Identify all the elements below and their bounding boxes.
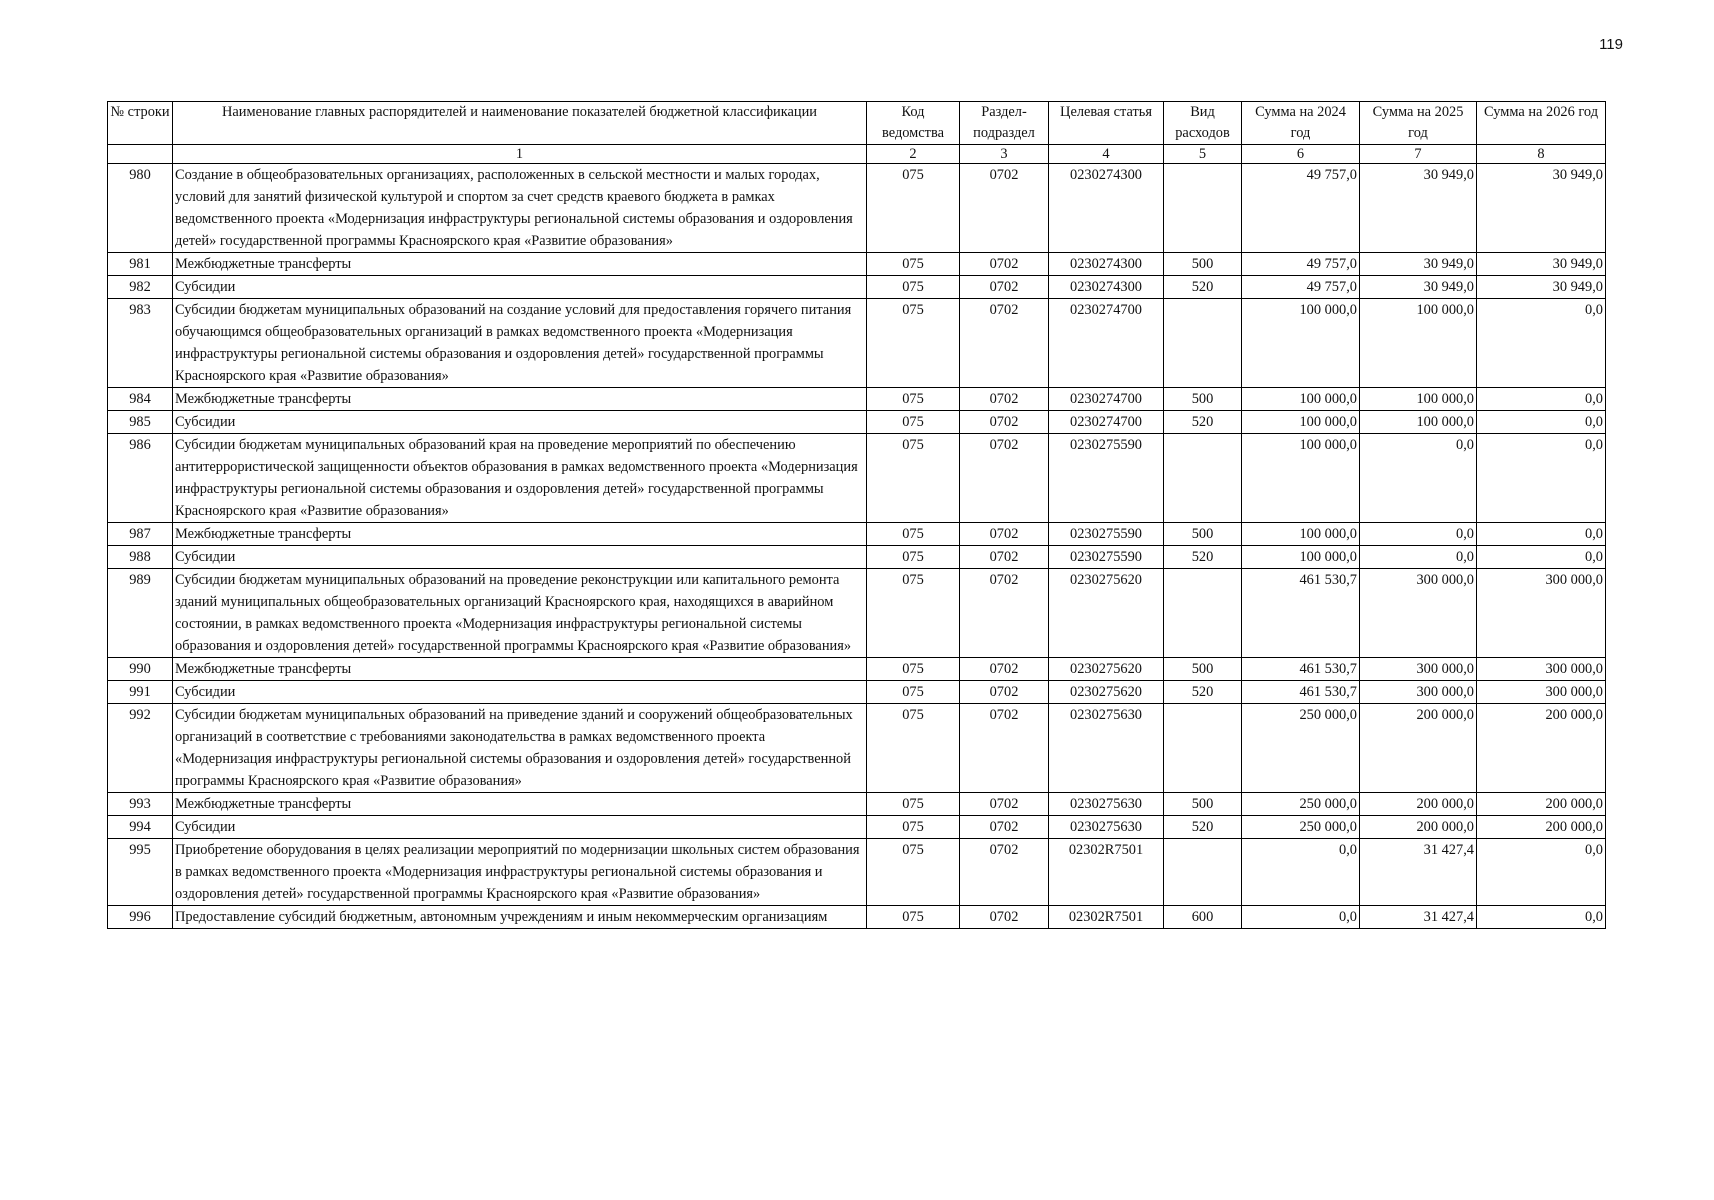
row-number: 982	[108, 276, 173, 299]
header-sum-2026: Сумма на 2026 год	[1477, 102, 1606, 145]
sum-2026: 30 949,0	[1477, 164, 1606, 253]
row-number: 981	[108, 253, 173, 276]
section-code: 0702	[960, 299, 1049, 388]
expense-type	[1164, 569, 1242, 658]
department-code: 075	[867, 546, 960, 569]
section-code: 0702	[960, 411, 1049, 434]
expense-type: 600	[1164, 906, 1242, 929]
department-code: 075	[867, 253, 960, 276]
sum-2025: 100 000,0	[1360, 299, 1477, 388]
sum-2025: 100 000,0	[1360, 388, 1477, 411]
sum-2025: 300 000,0	[1360, 681, 1477, 704]
sum-2024: 250 000,0	[1242, 816, 1360, 839]
department-code: 075	[867, 839, 960, 906]
target-article: 0230275630	[1049, 704, 1164, 793]
expense-type	[1164, 299, 1242, 388]
row-name: Предоставление субсидий бюджетным, автономным учреждениям и иным некоммерческим организациям	[173, 906, 867, 929]
page-number: 119	[1599, 36, 1623, 53]
expense-type: 520	[1164, 546, 1242, 569]
table-row	[108, 276, 1606, 299]
section-code: 0702	[960, 906, 1049, 929]
department-code: 075	[867, 276, 960, 299]
table-row	[108, 164, 1606, 253]
section-code: 0702	[960, 793, 1049, 816]
sum-2024: 461 530,7	[1242, 569, 1360, 658]
sum-2026: 200 000,0	[1477, 793, 1606, 816]
table-row	[108, 839, 1606, 906]
target-article: 02302R7501	[1049, 839, 1164, 906]
sum-2025: 200 000,0	[1360, 793, 1477, 816]
sum-2024: 100 000,0	[1242, 411, 1360, 434]
expense-type	[1164, 704, 1242, 793]
sum-2026: 30 949,0	[1477, 276, 1606, 299]
section-code: 0702	[960, 569, 1049, 658]
sum-2024: 49 757,0	[1242, 253, 1360, 276]
department-code: 075	[867, 681, 960, 704]
department-code: 075	[867, 434, 960, 523]
row-name: Межбюджетные трансферты	[173, 658, 867, 681]
expense-type	[1164, 164, 1242, 253]
section-code: 0702	[960, 658, 1049, 681]
table-row	[108, 388, 1606, 411]
row-name: Субсидии	[173, 411, 867, 434]
sum-2024: 100 000,0	[1242, 523, 1360, 546]
table-row	[108, 906, 1606, 929]
department-code: 075	[867, 299, 960, 388]
target-article: 0230274300	[1049, 253, 1164, 276]
header-target-article: Целевая статья	[1049, 102, 1164, 145]
header-row-number: № строки	[108, 102, 173, 145]
expense-type: 520	[1164, 411, 1242, 434]
column-number-row	[108, 145, 1606, 164]
header-section: Раздел- подраздел	[960, 102, 1049, 145]
expense-type: 520	[1164, 681, 1242, 704]
row-number: 991	[108, 681, 173, 704]
table-row	[108, 793, 1606, 816]
section-code: 0702	[960, 546, 1049, 569]
sum-2025: 300 000,0	[1360, 658, 1477, 681]
header-name: Наименование главных распорядителей и наименование показателей бюджетной классификации	[173, 102, 867, 145]
sum-2026: 200 000,0	[1477, 816, 1606, 839]
sum-2024: 0,0	[1242, 839, 1360, 906]
row-number: 990	[108, 658, 173, 681]
section-code: 0702	[960, 816, 1049, 839]
row-name: Субсидии	[173, 681, 867, 704]
table-row	[108, 704, 1606, 793]
row-number: 980	[108, 164, 173, 253]
sum-2025: 30 949,0	[1360, 164, 1477, 253]
target-article: 0230275620	[1049, 681, 1164, 704]
header-expense-type: Вид расходов	[1164, 102, 1242, 145]
row-name: Приобретение оборудования в целях реализации мероприятий по модернизации школьных систем образования в рамках ведомственного проекта «Модернизация инфраструктуры региональной системы образования и оздоровления детей» государственной программы Красноярского края «Развитие образования»	[173, 839, 867, 906]
expense-type	[1164, 839, 1242, 906]
row-name: Субсидии бюджетам муниципальных образований на проведение реконструкции или капитального ремонта зданий муниципальных общеобразовательных организаций Красноярского края, находящихся в аварийном состоянии, в рамках ведомственного проекта «Модернизация инфраструктуры региональной системы образования и оздоровления детей» государственной программы Красноярского края «Развитие образования»	[173, 569, 867, 658]
sum-2025: 30 949,0	[1360, 253, 1477, 276]
department-code: 075	[867, 411, 960, 434]
target-article: 0230274300	[1049, 276, 1164, 299]
sum-2024: 100 000,0	[1242, 546, 1360, 569]
target-article: 0230275630	[1049, 816, 1164, 839]
sum-2026: 0,0	[1477, 906, 1606, 929]
sum-2025: 31 427,4	[1360, 906, 1477, 929]
sum-2025: 0,0	[1360, 523, 1477, 546]
sum-2026: 0,0	[1477, 411, 1606, 434]
row-name: Субсидии бюджетам муниципальных образований края на проведение мероприятий по обеспечению антитеррористической защищенности объектов образования в рамках ведомственного проекта «Модернизация инфраструктуры региональной системы образования и оздоровления детей» государственной программы Красноярского края «Развитие образования»	[173, 434, 867, 523]
sum-2026: 0,0	[1477, 523, 1606, 546]
target-article: 0230275630	[1049, 793, 1164, 816]
expense-type: 500	[1164, 523, 1242, 546]
sum-2024: 49 757,0	[1242, 276, 1360, 299]
expense-type	[1164, 434, 1242, 523]
department-code: 075	[867, 658, 960, 681]
sum-2025: 200 000,0	[1360, 704, 1477, 793]
sum-2024: 100 000,0	[1242, 434, 1360, 523]
column-number: 6	[1242, 145, 1360, 164]
row-number: 983	[108, 299, 173, 388]
sum-2026: 0,0	[1477, 388, 1606, 411]
target-article: 0230274700	[1049, 388, 1164, 411]
table-row	[108, 658, 1606, 681]
target-article: 0230275590	[1049, 546, 1164, 569]
sum-2024: 49 757,0	[1242, 164, 1360, 253]
sum-2024: 461 530,7	[1242, 681, 1360, 704]
expense-type: 520	[1164, 276, 1242, 299]
sum-2024: 250 000,0	[1242, 793, 1360, 816]
department-code: 075	[867, 816, 960, 839]
column-number: 5	[1164, 145, 1242, 164]
table-row	[108, 681, 1606, 704]
row-name: Межбюджетные трансферты	[173, 388, 867, 411]
table-row	[108, 299, 1606, 388]
sum-2025: 200 000,0	[1360, 816, 1477, 839]
target-article: 0230274700	[1049, 411, 1164, 434]
row-name: Субсидии	[173, 546, 867, 569]
expense-type: 500	[1164, 388, 1242, 411]
column-number: 1	[173, 145, 867, 164]
column-number: 2	[867, 145, 960, 164]
target-article: 0230275590	[1049, 523, 1164, 546]
department-code: 075	[867, 523, 960, 546]
section-code: 0702	[960, 388, 1049, 411]
table-row	[108, 411, 1606, 434]
header-sum-2025: Сумма на 2025 год	[1360, 102, 1477, 145]
sum-2024: 250 000,0	[1242, 704, 1360, 793]
header-sum-2024: Сумма на 2024 год	[1242, 102, 1360, 145]
section-code: 0702	[960, 276, 1049, 299]
sum-2026: 300 000,0	[1477, 569, 1606, 658]
sum-2025: 100 000,0	[1360, 411, 1477, 434]
row-number: 994	[108, 816, 173, 839]
sum-2024: 0,0	[1242, 906, 1360, 929]
target-article: 0230274300	[1049, 164, 1164, 253]
table-row	[108, 434, 1606, 523]
column-number	[108, 145, 173, 164]
table-row	[108, 569, 1606, 658]
sum-2026: 200 000,0	[1477, 704, 1606, 793]
header-department-code: Код ведомства	[867, 102, 960, 145]
row-number: 988	[108, 546, 173, 569]
row-number: 986	[108, 434, 173, 523]
section-code: 0702	[960, 253, 1049, 276]
budget-table	[107, 101, 1606, 929]
row-number: 987	[108, 523, 173, 546]
table-row	[108, 816, 1606, 839]
section-code: 0702	[960, 839, 1049, 906]
target-article: 0230275620	[1049, 569, 1164, 658]
sum-2024: 461 530,7	[1242, 658, 1360, 681]
department-code: 075	[867, 164, 960, 253]
row-number: 989	[108, 569, 173, 658]
table-row	[108, 546, 1606, 569]
sum-2024: 100 000,0	[1242, 388, 1360, 411]
sum-2026: 0,0	[1477, 546, 1606, 569]
row-name: Межбюджетные трансферты	[173, 253, 867, 276]
target-article: 02302R7501	[1049, 906, 1164, 929]
sum-2024: 100 000,0	[1242, 299, 1360, 388]
target-article: 0230274700	[1049, 299, 1164, 388]
row-number: 985	[108, 411, 173, 434]
target-article: 0230275590	[1049, 434, 1164, 523]
section-code: 0702	[960, 704, 1049, 793]
department-code: 075	[867, 569, 960, 658]
row-name: Субсидии бюджетам муниципальных образований на создание условий для предоставления горячего питания обучающимся общеобразовательных организаций в рамках ведомственного проекта «Модернизация инфраструктуры региональной системы образования и оздоровления детей» государственной программы Красноярского края «Развитие образования»	[173, 299, 867, 388]
sum-2026: 0,0	[1477, 299, 1606, 388]
expense-type: 500	[1164, 793, 1242, 816]
table-body	[108, 164, 1606, 929]
department-code: 075	[867, 388, 960, 411]
sum-2026: 300 000,0	[1477, 658, 1606, 681]
row-name: Межбюджетные трансферты	[173, 523, 867, 546]
sum-2025: 0,0	[1360, 434, 1477, 523]
row-name: Субсидии бюджетам муниципальных образований на приведение зданий и сооружений общеобразовательных организаций в соответствие с требованиями законодательства в рамках ведомственного проекта «Модернизация инфраструктуры региональной системы образования и оздоровления детей» государственной программы Красноярского края «Развитие образования»	[173, 704, 867, 793]
column-number: 7	[1360, 145, 1477, 164]
department-code: 075	[867, 793, 960, 816]
section-code: 0702	[960, 523, 1049, 546]
section-code: 0702	[960, 434, 1049, 523]
row-number: 995	[108, 839, 173, 906]
row-name: Субсидии	[173, 276, 867, 299]
department-code: 075	[867, 906, 960, 929]
row-name: Межбюджетные трансферты	[173, 793, 867, 816]
section-code: 0702	[960, 164, 1049, 253]
table-row	[108, 523, 1606, 546]
sum-2025: 31 427,4	[1360, 839, 1477, 906]
expense-type: 500	[1164, 658, 1242, 681]
sum-2026: 300 000,0	[1477, 681, 1606, 704]
row-name: Создание в общеобразовательных организациях, расположенных в сельской местности и малых городах, условий для занятий физической культурой и спортом за счет средств краевого бюджета в рамках ведомственного проекта «Модернизация инфраструктуры региональной системы образования и оздоровления детей» государственной программы Красноярского края «Развитие образования»	[173, 164, 867, 253]
target-article: 0230275620	[1049, 658, 1164, 681]
sum-2025: 0,0	[1360, 546, 1477, 569]
sum-2025: 30 949,0	[1360, 276, 1477, 299]
sum-2026: 0,0	[1477, 839, 1606, 906]
sum-2025: 300 000,0	[1360, 569, 1477, 658]
row-number: 996	[108, 906, 173, 929]
row-number: 992	[108, 704, 173, 793]
sum-2026: 30 949,0	[1477, 253, 1606, 276]
header-row	[108, 102, 1606, 145]
row-name: Субсидии	[173, 816, 867, 839]
row-number: 993	[108, 793, 173, 816]
sum-2026: 0,0	[1477, 434, 1606, 523]
section-code: 0702	[960, 681, 1049, 704]
table-row	[108, 253, 1606, 276]
column-number: 3	[960, 145, 1049, 164]
column-number: 8	[1477, 145, 1606, 164]
column-number: 4	[1049, 145, 1164, 164]
expense-type: 520	[1164, 816, 1242, 839]
row-number: 984	[108, 388, 173, 411]
expense-type: 500	[1164, 253, 1242, 276]
department-code: 075	[867, 704, 960, 793]
